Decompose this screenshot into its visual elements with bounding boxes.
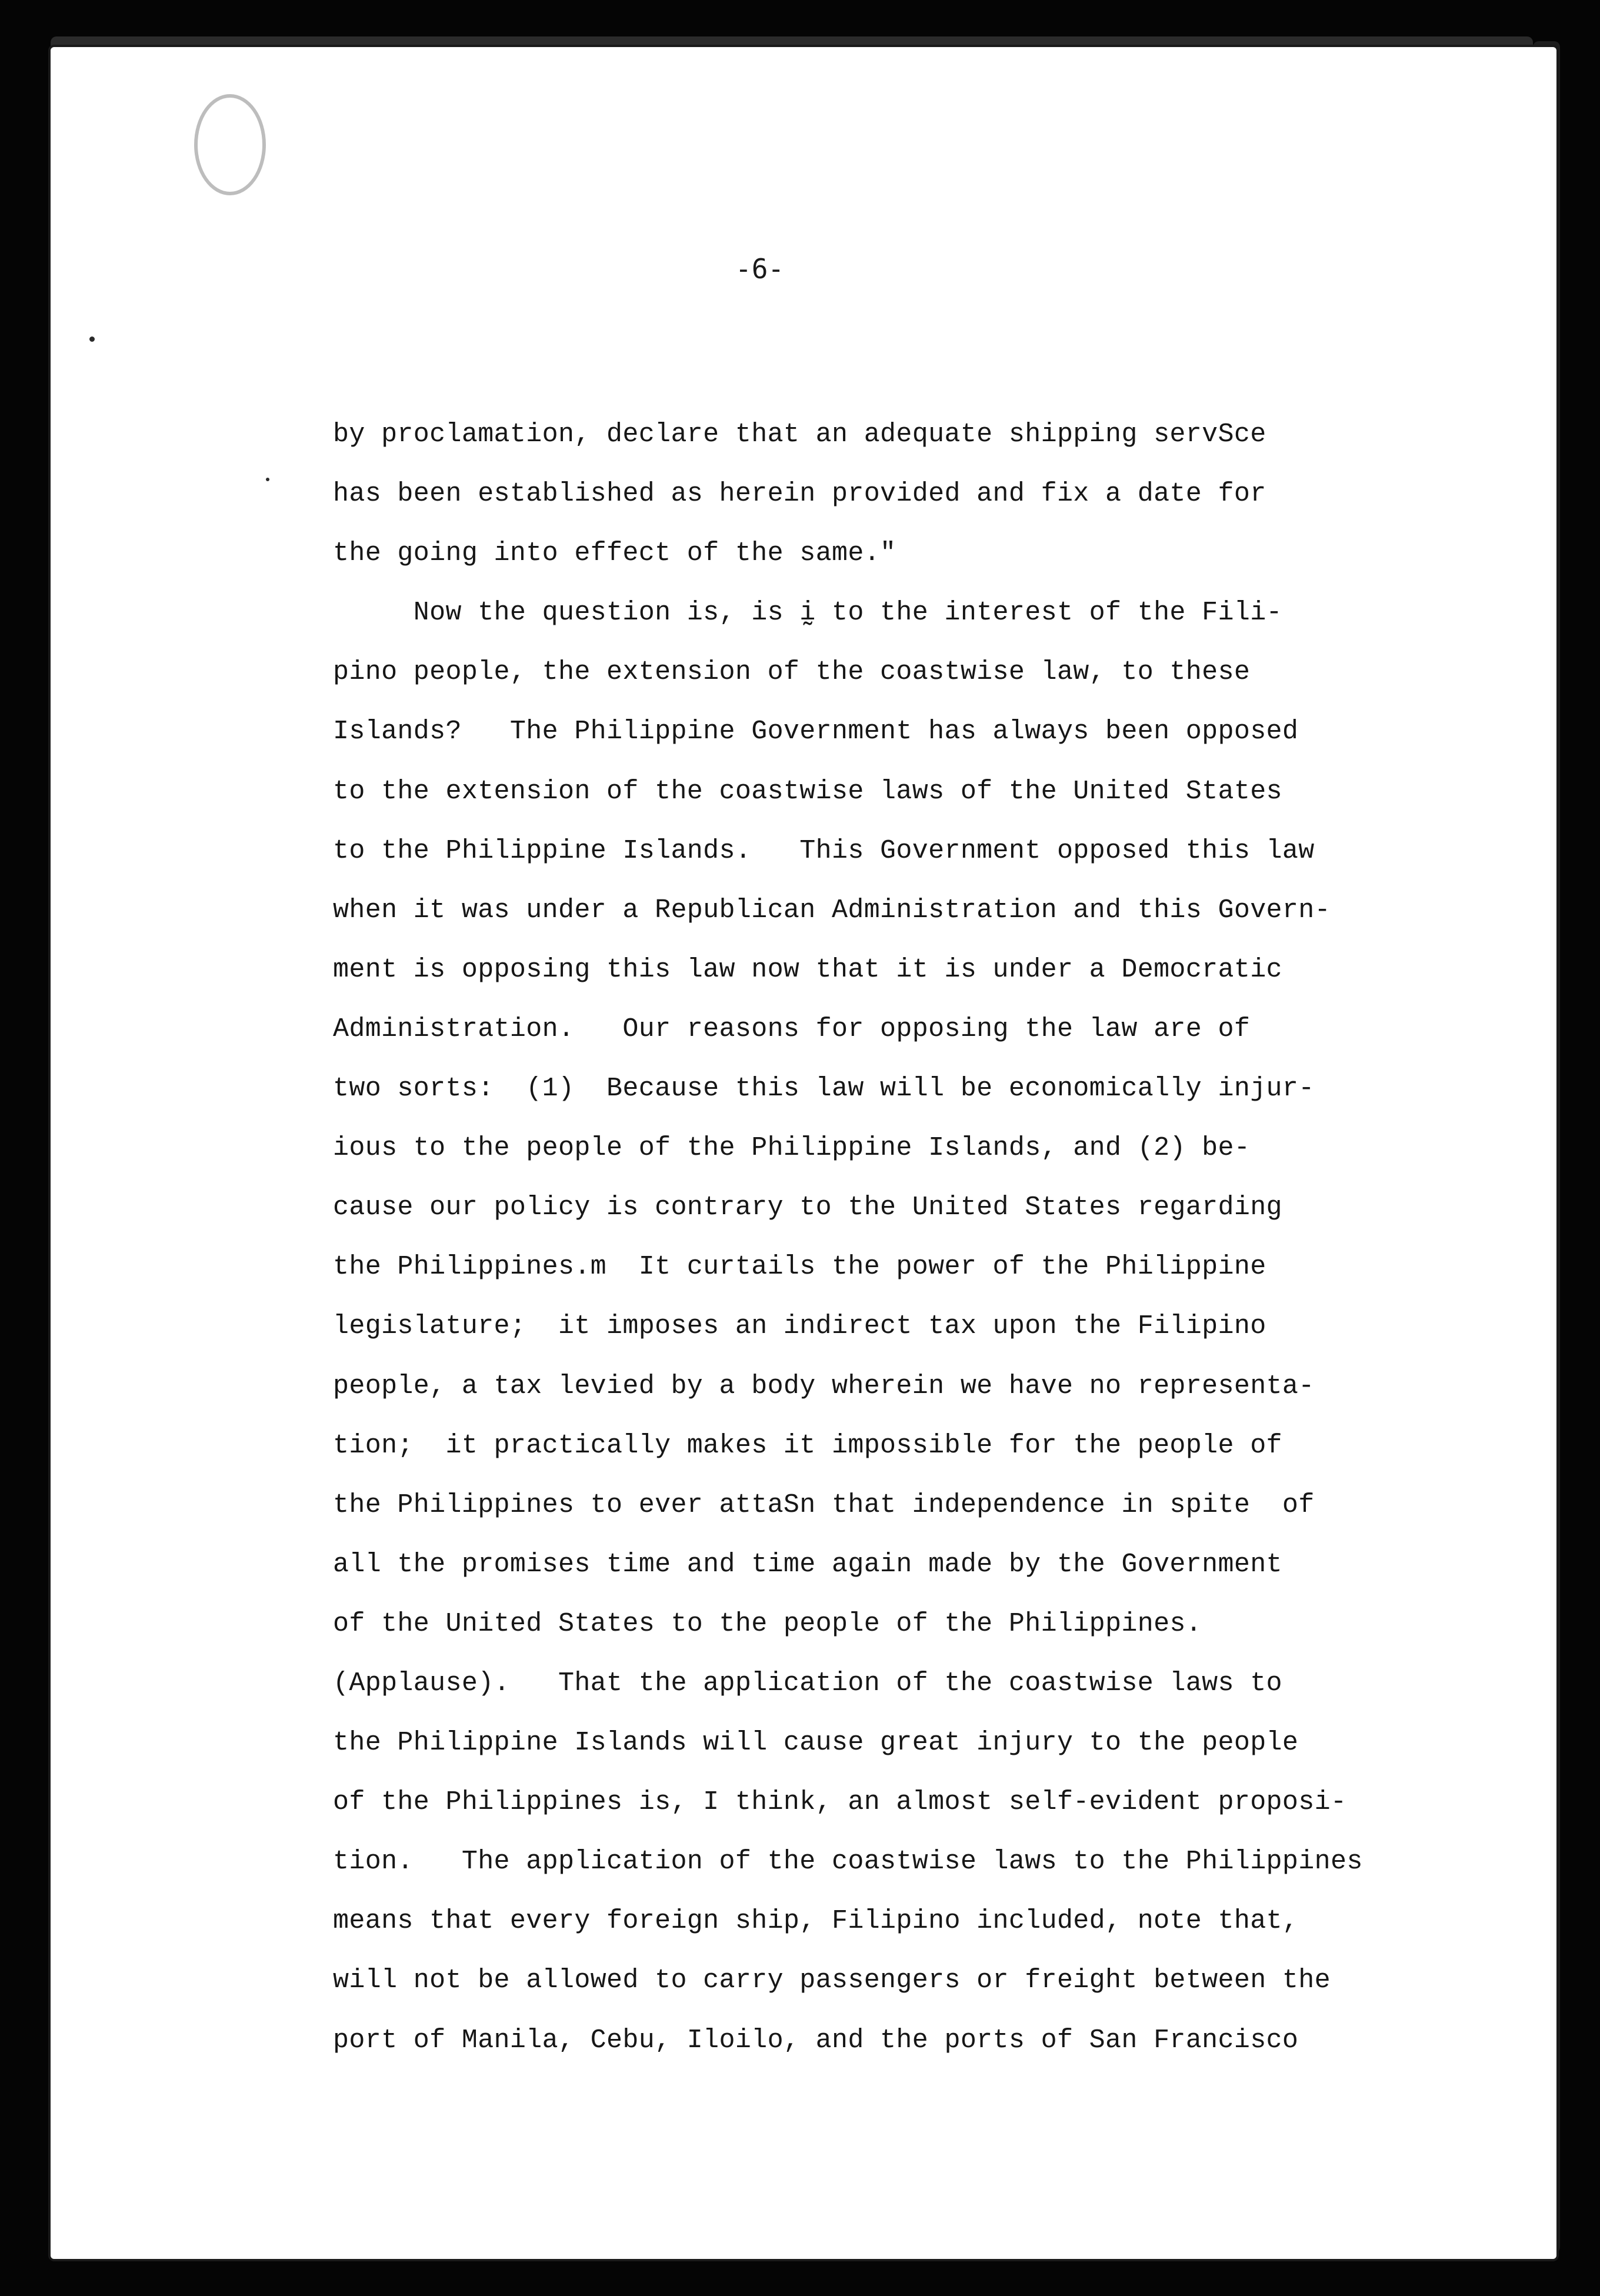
text-line: means that every foreign ship, Filipino included, note that, xyxy=(333,1906,1299,1937)
text-line: two sorts: (1) Because this law will be economically injur- xyxy=(333,1074,1315,1104)
text-line: Now the question is, is ḭ to the interest of the Fili- xyxy=(333,598,1282,628)
page-number: -6- xyxy=(735,253,785,285)
ink-speck xyxy=(266,478,269,481)
text-line: pino people, the extension of the coastwise law, to these xyxy=(333,657,1251,688)
text-line: Islands? The Philippine Government has always been opposed xyxy=(333,717,1299,747)
text-line: tion. The application of the coastwise laws to the Philippines xyxy=(333,1847,1363,1877)
text-line: the Philippine Islands will cause great injury to the people xyxy=(333,1728,1299,1758)
text-line: to the Philippine Islands. This Government opposed this law xyxy=(333,835,1315,866)
text-line: port of Manila, Cebu, Iloilo, and the ports of San Francisco xyxy=(333,2025,1299,2055)
text-line: will not be allowed to carry passengers or freight between the xyxy=(333,1965,1331,1996)
text-line: has been established as herein provided and fix a date for xyxy=(333,479,1266,509)
ink-speck xyxy=(89,336,95,342)
text-line: people, a tax levied by a body wherein we have no representa- xyxy=(333,1371,1315,1401)
text-line: ment is opposing this law now that it is under a Democratic xyxy=(333,954,1282,985)
text-line: tion; it practically makes it impossible for the people of xyxy=(333,1430,1282,1461)
text-line: of the Philippines is, I think, an almost self-evident proposi- xyxy=(333,1787,1347,1818)
text-line: the Philippines.m It curtails the power of the Philippine xyxy=(333,1252,1266,1282)
text-line: all the promises time and time again made by the Government xyxy=(333,1549,1282,1579)
text-line: ious to the people of the Philippine Islands, and (2) be- xyxy=(333,1133,1251,1164)
text-line: of the United States to the people of the Philippines. xyxy=(333,1608,1202,1639)
body-text xyxy=(333,405,1509,2070)
text-line: when it was under a Republican Administration and this Govern- xyxy=(333,895,1331,925)
text-line: Administration. Our reasons for opposing the law are of xyxy=(333,1014,1251,1044)
text-line: the Philippines to ever attaSn that independence in spite of xyxy=(333,1489,1315,1520)
text-line: to the extension of the coastwise laws of the United States xyxy=(333,776,1282,807)
text-line: (Applause). That the application of the coastwise laws to xyxy=(333,1668,1282,1698)
punch-hole-mark xyxy=(194,94,266,195)
text-line: the going into effect of the same." xyxy=(333,538,896,569)
text-line: legislature; it imposes an indirect tax upon the Filipino xyxy=(333,1311,1266,1342)
text-line: cause our policy is contrary to the United States regarding xyxy=(333,1192,1282,1223)
text-line: by proclamation, declare that an adequate shipping servSce xyxy=(333,419,1266,449)
